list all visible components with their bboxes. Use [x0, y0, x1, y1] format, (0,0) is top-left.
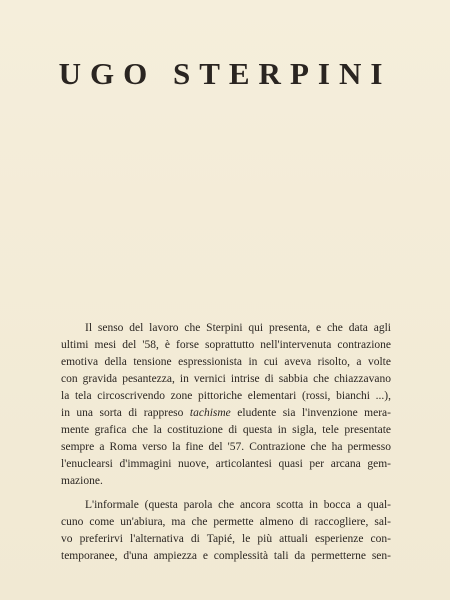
text-line: sempre a Roma verso la fine del '57. Contrazione che ha permesso: [61, 441, 391, 453]
text-line: ultimi mesi del '58, è forse soprattutto nell'intervenuta contrazione: [61, 339, 391, 351]
text-line: emotiva della tensione espressionista in cui aveva risolto, a volte: [61, 356, 391, 368]
text-line: con gravida pesantezza, in vernici intrise di sabbia che chiazzavano: [61, 373, 391, 385]
text-line: L'informale (questa parola che ancora scotta in bocca a qual-: [85, 499, 391, 511]
body-text: [61, 320, 391, 565]
text-line: l'enuclearsi d'immagini nuove, articolantesi quasi per arcana gem-: [61, 458, 391, 470]
paragraph-1: [61, 320, 391, 490]
paragraph-2: [61, 497, 391, 565]
text-line: vo preferirvi l'alternativa di Tapié, le più attuali esperienze con-: [61, 533, 391, 545]
italic-term: tachisme: [189, 407, 231, 419]
page-title: UGO STERPINI: [58, 56, 392, 91]
text-line: mente grafica che la costituzione di questa in sigla, tele presentate: [61, 424, 391, 436]
text-line: Il senso del lavoro che Sterpini qui presenta, e che data agli: [85, 322, 391, 334]
text-line: mazione.: [61, 475, 103, 487]
text-line: temporanee, d'una ampiezza e complessità tali da permetterne sen-: [61, 550, 391, 562]
text-line: cuno come un'abiura, ma che permette almeno di raccogliere, sal-: [61, 516, 391, 528]
text-line: la tela circoscrivendo zone pittoriche elementari (rossi, bianchi ...),: [61, 390, 391, 402]
text-line-italic: in una sorta di rappreso tachisme eludente sia l'invenzione mera-: [61, 407, 391, 419]
